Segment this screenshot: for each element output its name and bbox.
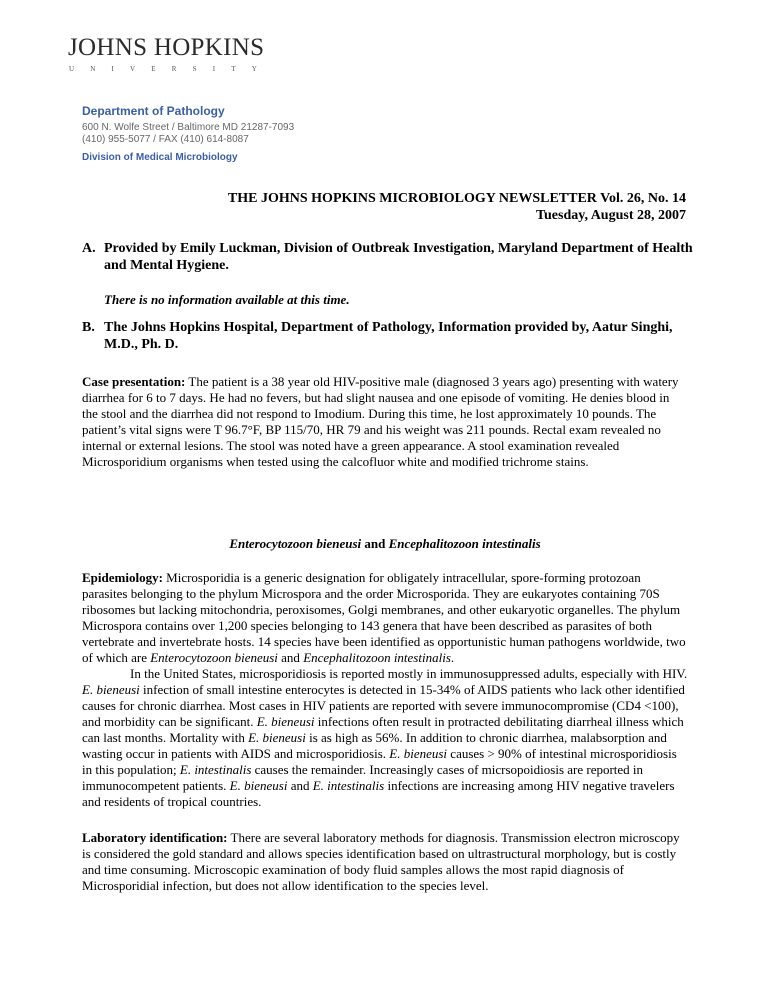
epi-organism: E. intestinalis xyxy=(179,762,252,777)
epi-text: infections often result in protracted debilitating diarrheal illness which can last months. Mortality with xyxy=(82,714,684,745)
epi-text: causes the remainder. Increasingly cases of micrsopoidiosis are reported in immunocompetent patients. xyxy=(82,762,644,793)
section-a-title: Provided by Emily Luckman, Division of Outbreak Investigation, Maryland Department of Health and Mental Hygiene. xyxy=(104,241,693,273)
epi-text: . xyxy=(450,650,455,665)
epi-organism: E. intestinalis xyxy=(312,778,385,793)
epi-organism: E. bieneusi xyxy=(229,778,288,793)
phone-fax-line: (410) 955-5077 / FAX (410) 614-8087 xyxy=(82,134,249,145)
epi-text: In the United States, microsporidiosis is reported mostly in immunosuppressed adults, especially with HIV. xyxy=(130,666,688,681)
epi-organism: E. bieneusi xyxy=(389,746,448,761)
address-line: 600 N. Wolfe Street / Baltimore MD 21287-7093 xyxy=(82,122,295,133)
division-name: Division of Medical Microbiology xyxy=(82,152,238,163)
laboratory-identification xyxy=(82,830,688,894)
epi-text: causes > 90% of intestinal microsporidiosis in this population; xyxy=(82,746,677,777)
newsletter-title: THE JOHNS HOPKINS MICROBIOLOGY NEWSLETTER Vol. 26, No. 14 xyxy=(227,191,686,206)
lab-label: Laboratory identification: xyxy=(82,830,228,845)
newsletter-date: Tuesday, August 28, 2007 xyxy=(535,208,686,223)
organism-conjunction: and xyxy=(361,536,389,551)
section-a-heading xyxy=(82,240,702,274)
case-text: The patient is a 38 year old HIV-positive male (diagnosed 3 years ago) presenting with watery diarrhea for 6 to 7 days. He had no fevers, but had slight nausea and one episode of vomiting. He denies blood in the stool and the diarrhea did not respond to Imodium. During this time, he lost approximately 10 pounds. The patient’s vital signs were T 96.7°F, BP 115/70, HR 79 and his weight was 211 pounds. Rectal exam revealed no internal or external lesions. The stool was noted have a green appearance. A stool examination revealed Microsporidium organisms when tested using the calcofluor white and modified trichrome stains. xyxy=(82,374,679,469)
epi-text: and xyxy=(287,778,313,793)
section-b-letter: B. xyxy=(82,320,95,335)
epi-organism: E. bieneusi xyxy=(248,730,306,745)
organism-title xyxy=(82,536,688,552)
epi-organism: Encephalitozoon intestinalis xyxy=(303,650,451,665)
section-b-heading xyxy=(82,319,702,353)
epi-text: and xyxy=(277,650,304,665)
lab-text: There are several laboratory methods for diagnosis. Transmission electron microscopy is considered the gold standard and allows species identification based on ultrastructural morphology, but is costly and time consuming. Microscopic examination of body fluid samples allows the most rapid diagnosis of Microsporidial infection, but does not allow identification to the species level. xyxy=(82,830,680,893)
section-a-note: There is no information available at this time. xyxy=(104,292,350,307)
organism-2: Encephalitozoon intestinalis xyxy=(388,536,541,551)
section-b-title: The Johns Hopkins Hospital, Department of Pathology, Information provided by, Aatur Singhi, M.D., Ph. D. xyxy=(104,320,673,352)
university-logo-subtitle: UNIVERSITY xyxy=(69,65,273,73)
epidemiology-paragraph-2 xyxy=(82,666,688,810)
epi-text: Microsporidia is a generic designation for obligately intracellular, spore-forming protozoan parasites belonging to the phylum Microspora and the order Microsporida. They are eukaryotes containing 70S ribosomes but lacking mitochondria, peroxisomes, Golgi membranes, and other eukaryotic organelles. The phylum Microspora contains over 1,200 species belonging to 143 genera that have been described as parasites of both vertebrate and invertebrate hosts. 14 species have been identified as opportunistic human pathogens worldwide, two of which are xyxy=(82,570,686,665)
case-label: Case presentation: xyxy=(82,374,186,389)
epi-organism: Enterocytozoon bieneusi xyxy=(150,650,278,665)
epi-organism: E. bieneusi xyxy=(256,714,315,729)
newsletter-header xyxy=(228,190,686,224)
epidemiology-label: Epidemiology: xyxy=(82,570,163,585)
epi-text: infection of small intestine enterocytes is detected in 15-34% of AIDS patients who lack other identified causes for chronic diarrhea. Most cases in HIV patients are reported with severe immunocompromise (CD4 <100), and morbidity can be significant. xyxy=(82,682,685,729)
section-a-letter: A. xyxy=(82,241,96,256)
department-name: Department of Pathology xyxy=(82,104,225,118)
organism-1: Enterocytozoon bieneusi xyxy=(229,536,362,551)
university-logo-name: JOHNS HOPKINS xyxy=(68,34,265,61)
epi-organism: E. bieneusi xyxy=(82,682,140,697)
case-presentation xyxy=(82,374,688,470)
epidemiology-paragraph-1 xyxy=(82,570,688,666)
epi-text: infections are increasing among HIV negative travelers and residents of tropical countries. xyxy=(82,778,675,809)
epi-text: is as high as 56%. In addition to chronic diarrhea, malabsorption and wasting occur in patients with AIDS and microsporidiosis. xyxy=(82,730,667,761)
